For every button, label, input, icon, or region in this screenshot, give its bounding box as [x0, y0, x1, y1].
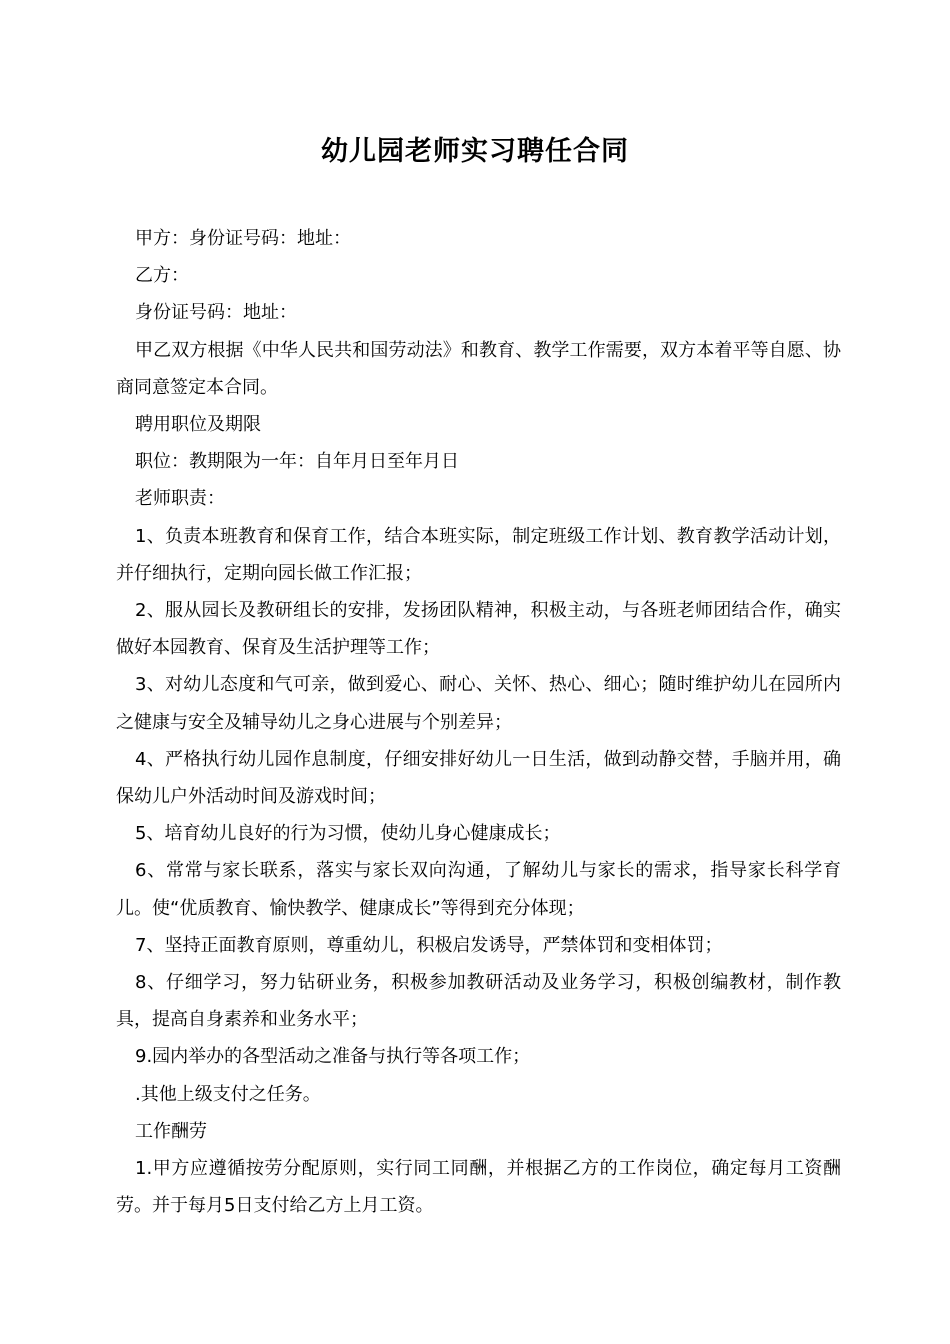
document-body	[116, 220, 841, 1224]
position-term-line: 职位：教期限为一年：自年月日至年月日	[135, 451, 459, 473]
party-b-id-address-line: 身份证号码：地址：	[135, 302, 297, 324]
section-heading-remuneration: 工作酬劳	[135, 1120, 207, 1142]
duty-item-8: 8、仔细学习，努力钻研业务，积极参加教研活动及业务学习，积极创编教材，制作教具，提高自身素养和业务水平；	[116, 972, 841, 1031]
duty-item-7: 7、坚持正面教育原则，尊重幼儿，积极启发诱导，严禁体罚和变相体罚；	[135, 934, 723, 956]
duty-item-6: 6、常常与家长联系，落实与家长双向沟通，了解幼儿与家长的需求，指导家长科学育儿。使“优质教育、愉快教学、健康成长”等得到充分体现；	[116, 860, 841, 919]
duty-item-5: 5、培育幼儿良好的行为习惯，使幼儿身心健康成长；	[135, 823, 561, 845]
party-a-line: 甲方：身份证号码：地址：	[135, 228, 351, 249]
duty-item-1: 1、负责本班教育和保育工作，结合本班实际，制定班级工作计划、教育教学活动计划，并仔细执行，定期向园长做工作汇报；	[116, 525, 841, 584]
document-title: 幼儿园老师实习聘任合同	[321, 136, 629, 167]
preamble-paragraph: 甲乙双方根据《中华人民共和国劳动法》和教育、教学工作需要，双方本着平等自愿、协商同意签定本合同。	[116, 339, 841, 398]
duty-item-2: 2、服从园长及教研组长的安排，发扬团队精神，积极主动，与各班老师团结合作，确实做好本园教育、保育及生活护理等工作；	[116, 600, 841, 659]
section-heading-position-term: 聘用职位及期限	[135, 414, 261, 436]
duty-item-9: 9.园内举办的各型活动之准备与执行等各项工作；	[135, 1046, 531, 1068]
party-b-line: 乙方：	[135, 265, 189, 287]
duty-item-other: .其他上级支付之任务。	[135, 1083, 321, 1105]
section-heading-duties: 老师职责：	[135, 488, 225, 510]
duty-item-4: 4、严格执行幼儿园作息制度，仔细安排好幼儿一日生活，做到动静交替，手脑并用，确保幼儿户外活动时间及游戏时间；	[116, 748, 841, 808]
duty-item-3: 3、对幼儿态度和气可亲，做到爱心、耐心、关怀、热心、细心；随时维护幼儿在园所内之健康与安全及辅导幼儿之身心进展与个别差异；	[116, 674, 841, 733]
remuneration-item-1: 1.甲方应遵循按劳分配原则，实行同工同酬，并根据乙方的工作岗位，确定每月工资酬劳。并于每月5日支付给乙方上月工资。	[116, 1158, 841, 1217]
